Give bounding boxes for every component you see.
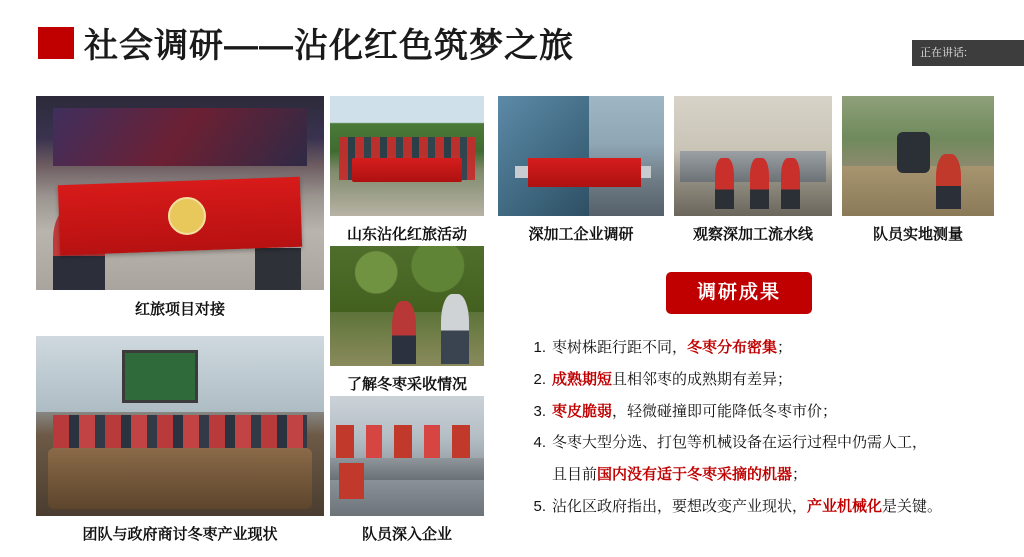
photo-content xyxy=(330,246,484,366)
photo-deep-processing-survey[interactable] xyxy=(498,96,664,216)
photo-field-measurement[interactable] xyxy=(842,96,994,216)
photo-content xyxy=(330,396,484,516)
caption-field-measurement: 队员实地测量 xyxy=(872,226,963,243)
result-item xyxy=(520,401,1020,423)
title-accent-marker xyxy=(38,27,74,59)
result-subline xyxy=(552,464,1020,486)
result-text xyxy=(552,369,1020,391)
result-highlight: 成熟期短 xyxy=(552,370,613,388)
caption-observe-processing-line: 观察深加工流水线 xyxy=(692,226,813,243)
result-highlight: 产业机械化 xyxy=(807,497,883,515)
result-item xyxy=(520,337,1020,359)
caption-shandong-zhanhua-red-tour: 山东沾化红旅活动 xyxy=(346,226,467,243)
result-number: 4. xyxy=(533,434,546,452)
results-badge: 调研成果 xyxy=(666,272,812,314)
team-member-red xyxy=(392,301,417,363)
result-plain: ； xyxy=(792,466,808,483)
result-item xyxy=(520,432,1020,454)
photo-team-government-discussion[interactable] xyxy=(36,336,324,516)
result-plain: ； xyxy=(777,339,793,356)
result-plain: 沾化区政府指出，要想改变产业现状， xyxy=(552,497,808,515)
caption-red-tour-project: 红旅项目对接 xyxy=(134,301,225,318)
photo-content xyxy=(674,96,832,216)
red-flag xyxy=(528,158,641,187)
photo-red-tour-project[interactable] xyxy=(36,96,324,290)
conference-table xyxy=(48,448,313,509)
result-highlight: 枣皮脆弱 xyxy=(552,402,613,420)
caption-team-into-enterprise: 队员深入企业 xyxy=(361,526,452,543)
photo-content xyxy=(498,96,664,216)
photo-observe-processing-line[interactable] xyxy=(674,96,832,216)
photo-content xyxy=(36,336,324,516)
photo-winter-jujube-harvest[interactable] xyxy=(330,246,484,366)
result-number: 3. xyxy=(533,402,546,420)
result-text xyxy=(552,401,1020,423)
red-sign xyxy=(339,463,364,499)
photo-team-into-enterprise[interactable] xyxy=(330,396,484,516)
slide-header xyxy=(0,0,1024,78)
caption-deep-processing-survey: 深加工企业调研 xyxy=(528,226,634,243)
page-title: 社会调研——沾化红色筑梦之旅 xyxy=(84,27,574,65)
result-item xyxy=(520,369,1020,391)
team-member xyxy=(936,154,960,209)
result-plain: 是关键。 xyxy=(882,497,943,515)
worker-b xyxy=(750,158,769,208)
projector-screen xyxy=(122,350,197,403)
result-plain: 且相邻枣的成熟期有差异； xyxy=(612,370,793,388)
caption-winter-jujube-harvest: 了解冬枣采收情况 xyxy=(346,376,467,393)
stage-screen xyxy=(53,108,306,166)
result-text xyxy=(552,496,1020,518)
result-plain: 冬枣大型分选、打包等机械设备在运行过程中仍需人工， xyxy=(552,434,928,452)
speaking-status-bar: 正在讲话: xyxy=(912,40,1024,66)
result-item xyxy=(520,496,1020,518)
result-plain: 枣树株距行距不同， xyxy=(552,339,688,356)
result-number: 2. xyxy=(533,370,546,388)
result-number: 1. xyxy=(533,339,546,356)
backpack xyxy=(897,132,930,173)
factory-wall xyxy=(498,96,589,216)
photo-content xyxy=(842,96,994,216)
result-number: 5. xyxy=(533,497,546,515)
worker-c xyxy=(781,158,800,208)
photo-shandong-zhanhua-red-tour[interactable] xyxy=(330,96,484,216)
red-flag xyxy=(352,158,463,182)
worker-a xyxy=(715,158,734,208)
result-text xyxy=(552,432,1020,454)
photo-content xyxy=(36,96,324,290)
caption-team-government-discussion: 团队与政府商讨冬枣产业现状 xyxy=(82,526,278,543)
photo-content xyxy=(330,96,484,216)
result-text xyxy=(552,337,1020,359)
result-plain: ，轻微碰撞即可能降低冬枣市价； xyxy=(612,402,838,420)
soil-ground xyxy=(842,166,994,216)
result-highlight: 国内没有适于冬枣采摘的机器 xyxy=(597,466,793,483)
farmer xyxy=(441,294,469,364)
result-highlight: 冬枣分布密集 xyxy=(687,339,778,356)
results-list xyxy=(520,337,1020,528)
result-plain: 且目前 xyxy=(552,466,598,483)
